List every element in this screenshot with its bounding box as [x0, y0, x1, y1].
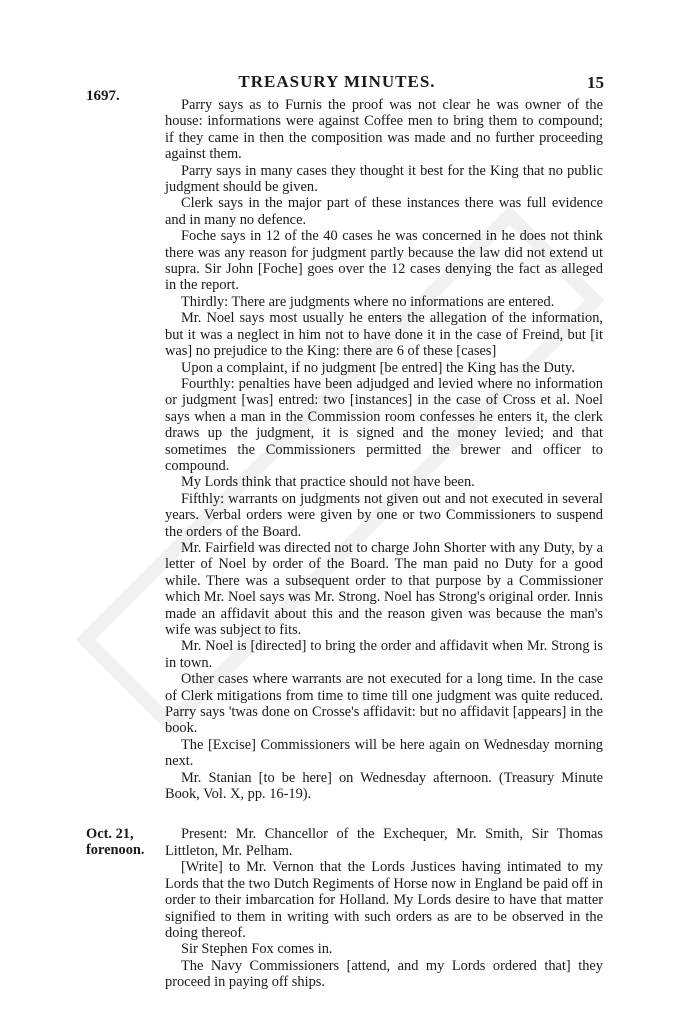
- paragraph: Other cases where warrants are not executed for a long time. In the case of Clerk mitigations from time to time till one judgment was quite reduced. Parry says 'twas done on Crosse's affidavit: but no affidavit [appears] in the book.: [165, 671, 603, 737]
- page-number: 15: [587, 73, 604, 92]
- paragraph: Upon a complaint, if no judgment [be entred] the King has the Duty.: [181, 359, 575, 376]
- paragraph: Fourthly: penalties have been adjudged and levied where no information or judgment [was] entred: two [instances] in the case of Cross et al. Noel says when a man in the Commission room confesses he enters it, the clerk draws up the judgment, it is signed and the money levied; and that sometimes the Commissioners permitted the brewer and officer to compound.: [165, 375, 603, 474]
- paragraph: The [Excise] Commissioners will be here again on Wednesday morning next.: [165, 736, 603, 770]
- paragraph: Mr. Noel is [directed] to bring the order and affidavit when Mr. Strong is in town.: [165, 638, 603, 671]
- entry-separator: [165, 802, 603, 826]
- paragraph: Mr. Fairfield was directed not to charge John Shorter with any Duty, by a letter of Noel by order of the Board. The man paid no Duty for a good while. There was a subsequent order to that purpose by a Commissioner which Mr. Noel says was Mr. Strong. Noel has Strong's original order. Innis made an affidavit about this and the reason given was because the man's wife was subject to fits.: [165, 539, 603, 638]
- paragraph: Parry says in many cases they thought it best for the King that no public judgment should be given.: [165, 162, 603, 196]
- entry-date-line: Oct. 21,: [86, 826, 134, 842]
- paragraph: My Lords think that practice should not have been.: [181, 474, 475, 491]
- header-year: 1697.: [86, 88, 120, 104]
- paragraph: Mr. Stanian [to be here] on Wednesday afternoon. (Treasury Minute Book, Vol. X, pp. 16-19).: [165, 769, 603, 803]
- entry-paragraph: Present: Mr. Chancellor of the Exchequer, Mr. Smith, Sir Thomas Littleton, Mr. Pelham.: [165, 826, 603, 859]
- paragraph: Foche says in 12 of the 40 cases he was concerned in he does not think there was any reason for judgment partly because the law did not extend ut supra. Sir John [Foche] goes over the 12 cases denying the fact as alleged in the report.: [165, 228, 603, 294]
- entry-paragraph: The Navy Commissioners [attend, and my Lords ordered that] they proceed in paying off ships.: [165, 957, 603, 991]
- paragraph: Clerk says in the major part of these instances there was full evidence and in many no defence.: [165, 195, 603, 228]
- entry-date: [86, 826, 145, 859]
- entry-paragraph: Sir Stephen Fox comes in.: [181, 941, 333, 958]
- entry-paragraph: [Write] to Mr. Vernon that the Lords Justices having intimated to my Lords that the two Dutch Regiments of Horse now in England be paid off in order to their imbarcation for Holland. My Lords desire to have that matter signified to them in writing with such orders as are to be observed in the doing thereof.: [165, 859, 603, 941]
- page-title: TREASURY MINUTES.: [238, 72, 436, 91]
- paragraph: Fifthly: warrants on judgments not given out and not executed in several years. Verbal orders were given by one or two Commissioners to suspend the orders of the Board.: [165, 490, 603, 540]
- paragraph: Parry says as to Furnis the proof was not clear he was owner of the house: informations were against Coffee men to bring them to compound; if they came in then the composition was made and no further proceeding against them.: [165, 97, 603, 163]
- entry-time-line: forenoon.: [86, 842, 145, 859]
- paragraph: Thirdly: There are judgments where no informations are entered.: [181, 293, 555, 310]
- paragraph: Mr. Noel says most usually he enters the allegation of the information, but it was a neglect in him not to have done it in the case of Freind, but [it was] no prejudice to the King: there are 6 of these [cases]: [165, 310, 603, 360]
- document-body: [165, 97, 603, 991]
